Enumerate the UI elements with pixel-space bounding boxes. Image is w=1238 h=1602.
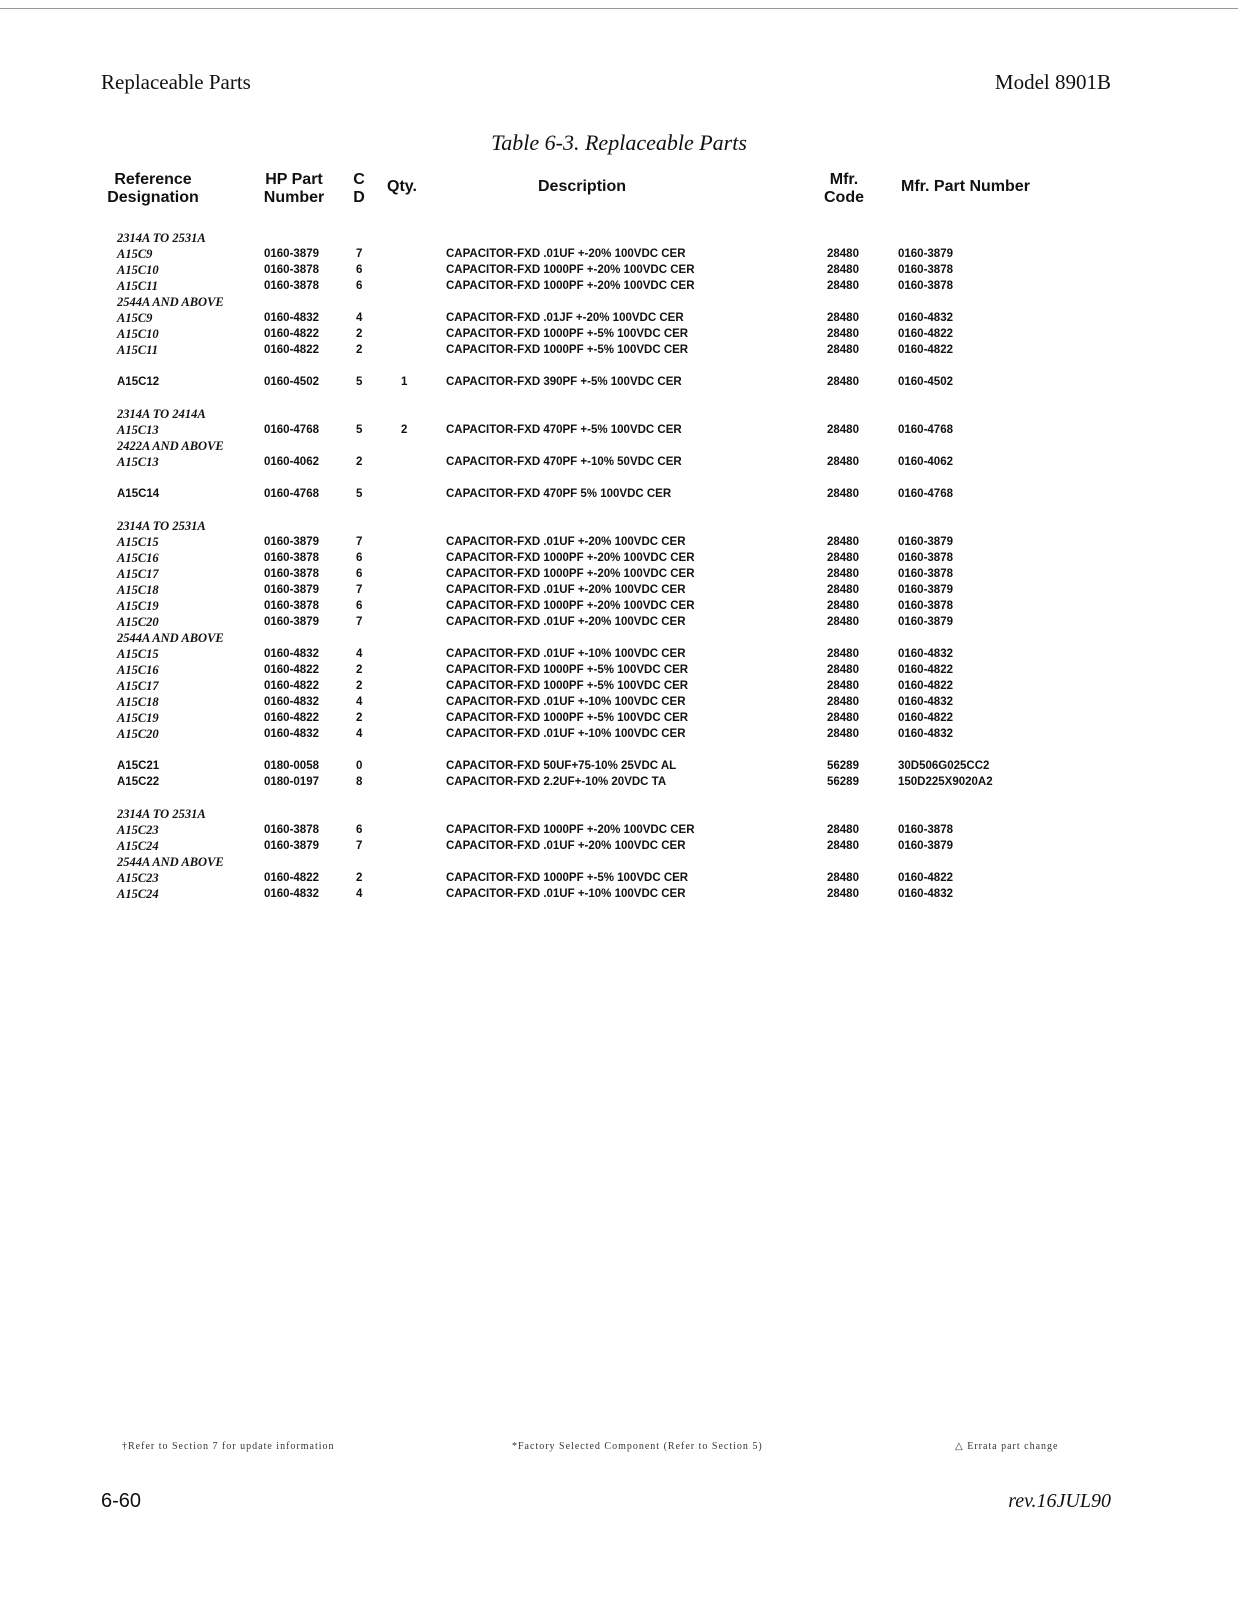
check-digit-cell: 2	[356, 344, 363, 356]
mfr-part-number-cell: 0160-4768	[898, 488, 953, 500]
mfr-part-number-cell: 0160-4832	[898, 312, 953, 324]
mfr-part-number-cell: 150D225X9020A2	[898, 776, 993, 788]
parts-table	[0, 230, 1238, 902]
hp-part-number-cell: 0180-0197	[264, 776, 319, 788]
mfr-part-number-cell: 0160-3878	[898, 280, 953, 292]
section-title: Replaceable Parts	[101, 70, 251, 94]
reference-designation-cell: A15C13	[117, 455, 159, 469]
description-cell: CAPACITOR-FXD .01UF +-20% 100VDC CER	[446, 840, 686, 852]
mfr-code-cell: 28480	[827, 840, 859, 852]
reference-designation-cell: A15C19	[117, 599, 159, 613]
mfr-code-cell: 28480	[827, 872, 859, 884]
table-row	[0, 694, 1238, 710]
hp-part-number-cell: 0160-3879	[264, 584, 319, 596]
description-cell: CAPACITOR-FXD 1000PF +-5% 100VDC CER	[446, 328, 689, 340]
col-header-mfr-part-number: Mfr. Part Number	[901, 178, 1030, 195]
table-row	[0, 886, 1238, 902]
serial-range-heading	[0, 630, 1238, 646]
mfr-code-cell: 56289	[827, 760, 859, 772]
col-header-reference: Reference Designation	[107, 171, 199, 206]
hp-part-number-cell: 0160-3878	[264, 824, 319, 836]
check-digit-cell: 2	[356, 664, 363, 676]
description-cell: CAPACITOR-FXD .01UF +-20% 100VDC CER	[446, 536, 686, 548]
hp-part-number-cell: 0160-3879	[264, 840, 319, 852]
check-digit-cell: 7	[356, 536, 363, 548]
mfr-code-cell: 28480	[827, 664, 859, 676]
row-spacer	[0, 502, 1238, 518]
mfr-part-number-cell: 0160-3878	[898, 600, 953, 612]
description-cell: CAPACITOR-FXD .01UF +-10% 100VDC CER	[446, 728, 686, 740]
description-cell: CAPACITOR-FXD .01UF +-20% 100VDC CER	[446, 616, 686, 628]
top-rule	[0, 8, 1238, 9]
mfr-code-cell: 28480	[827, 376, 859, 388]
description-cell: CAPACITOR-FXD 1000PF +-20% 100VDC CER	[446, 280, 695, 292]
reference-designation-cell: A15C21	[117, 760, 160, 772]
mfr-part-number-cell: 0160-4502	[898, 376, 953, 388]
reference-designation-cell: A15C11	[117, 279, 158, 293]
check-digit-cell: 0	[356, 760, 363, 772]
description-cell: CAPACITOR-FXD 1000PF +-5% 100VDC CER	[446, 664, 689, 676]
serial-range-heading	[0, 806, 1238, 822]
description-cell: CAPACITOR-FXD 470PF 5% 100VDC CER	[446, 488, 672, 500]
hp-part-number-cell: 0160-4832	[264, 696, 319, 708]
serial-range-label: 2422A AND ABOVE	[117, 439, 224, 453]
mfr-part-number-cell: 0160-4832	[898, 888, 953, 900]
description-cell: CAPACITOR-FXD .01JF +-20% 100VDC CER	[446, 312, 684, 324]
table-row	[0, 822, 1238, 838]
hp-part-number-cell: 0160-3878	[264, 568, 319, 580]
description-cell: CAPACITOR-FXD .01UF +-10% 100VDC CER	[446, 648, 686, 660]
mfr-code-cell: 28480	[827, 488, 859, 500]
row-spacer	[0, 742, 1238, 758]
description-cell: CAPACITOR-FXD .01UF +-10% 100VDC CER	[446, 888, 686, 900]
check-digit-cell: 4	[356, 728, 363, 740]
reference-designation-cell: A15C16	[117, 663, 159, 677]
mfr-code-cell: 28480	[827, 824, 859, 836]
mfr-code-cell: 28480	[827, 728, 859, 740]
check-digit-cell: 6	[356, 568, 363, 580]
description-cell: CAPACITOR-FXD 470PF +-10% 50VDC CER	[446, 456, 682, 468]
hp-part-number-cell: 0160-4768	[264, 488, 319, 500]
description-cell: CAPACITOR-FXD 1000PF +-20% 100VDC CER	[446, 552, 695, 564]
mfr-part-number-cell: 0160-4822	[898, 344, 953, 356]
quantity-cell: 1	[401, 376, 408, 388]
description-cell: CAPACITOR-FXD 470PF +-5% 100VDC CER	[446, 424, 682, 436]
col-header-mfr-code: Mfr. Code	[824, 171, 864, 206]
table-row	[0, 454, 1238, 470]
table-row	[0, 870, 1238, 886]
table-row	[0, 342, 1238, 358]
mfr-code-cell: 28480	[827, 456, 859, 468]
hp-part-number-cell: 0180-0058	[264, 760, 319, 772]
reference-designation-cell: A15C13	[117, 423, 159, 437]
hp-part-number-cell: 0160-3879	[264, 248, 319, 260]
table-row	[0, 422, 1238, 438]
reference-designation-cell: A15C17	[117, 679, 159, 693]
serial-range-label: 2544A AND ABOVE	[117, 855, 224, 869]
check-digit-cell: 2	[356, 456, 363, 468]
check-digit-cell: 2	[356, 680, 363, 692]
mfr-code-cell: 28480	[827, 264, 859, 276]
mfr-code-cell: 28480	[827, 344, 859, 356]
description-cell: CAPACITOR-FXD 50UF+75-10% 25VDC AL	[446, 760, 677, 772]
mfr-part-number-cell: 0160-3878	[898, 552, 953, 564]
hp-part-number-cell: 0160-3878	[264, 552, 319, 564]
description-cell: CAPACITOR-FXD 390PF +-5% 100VDC CER	[446, 376, 682, 388]
table-row	[0, 726, 1238, 742]
table-row	[0, 582, 1238, 598]
mfr-part-number-cell: 0160-4832	[898, 728, 953, 740]
footnote-factory-selected: *Factory Selected Component (Refer to Section 5)	[512, 1441, 763, 1452]
mfr-code-cell: 28480	[827, 312, 859, 324]
mfr-part-number-cell: 0160-4822	[898, 680, 953, 692]
mfr-part-number-cell: 0160-3879	[898, 536, 953, 548]
hp-part-number-cell: 0160-4832	[264, 888, 319, 900]
reference-designation-cell: A15C12	[117, 376, 160, 388]
description-cell: CAPACITOR-FXD 1000PF +-5% 100VDC CER	[446, 680, 689, 692]
check-digit-cell: 4	[356, 696, 363, 708]
description-cell: CAPACITOR-FXD .01UF +-20% 100VDC CER	[446, 248, 686, 260]
check-digit-cell: 4	[356, 648, 363, 660]
reference-designation-cell: A15C18	[117, 583, 159, 597]
mfr-code-cell: 28480	[827, 680, 859, 692]
check-digit-cell: 5	[356, 376, 363, 388]
check-digit-cell: 6	[356, 552, 363, 564]
mfr-code-cell: 28480	[827, 616, 859, 628]
col-header-description: Description	[538, 178, 627, 195]
reference-designation-cell: A15C22	[117, 776, 160, 788]
serial-range-label: 2544A AND ABOVE	[117, 631, 224, 645]
mfr-code-cell: 28480	[827, 536, 859, 548]
hp-part-number-cell: 0160-4062	[264, 456, 319, 468]
serial-range-label: 2314A TO 2531A	[117, 519, 206, 533]
check-digit-cell: 6	[356, 600, 363, 612]
description-cell: CAPACITOR-FXD 1000PF +-5% 100VDC CER	[446, 712, 689, 724]
hp-part-number-cell: 0160-4822	[264, 872, 319, 884]
reference-designation-cell: A15C24	[117, 839, 159, 853]
hp-part-number-cell: 0160-3878	[264, 280, 319, 292]
mfr-code-cell: 28480	[827, 280, 859, 292]
check-digit-cell: 6	[356, 264, 363, 276]
reference-designation-cell: A15C11	[117, 343, 158, 357]
hp-part-number-cell: 0160-4768	[264, 424, 319, 436]
hp-part-number-cell: 0160-4822	[264, 664, 319, 676]
table-row	[0, 550, 1238, 566]
reference-designation-cell: A15C20	[117, 615, 159, 629]
check-digit-cell: 7	[356, 616, 363, 628]
revision-date: rev.16JUL90	[1008, 1490, 1111, 1512]
serial-range-label: 2314A TO 2414A	[117, 407, 206, 421]
reference-designation-cell: A15C16	[117, 551, 159, 565]
table-row	[0, 374, 1238, 390]
mfr-part-number-cell: 0160-4822	[898, 712, 953, 724]
mfr-code-cell: 28480	[827, 696, 859, 708]
serial-range-heading	[0, 294, 1238, 310]
table-title: Table 6-3. Replaceable Parts	[491, 130, 747, 155]
description-cell: CAPACITOR-FXD 1000PF +-20% 100VDC CER	[446, 264, 695, 276]
mfr-part-number-cell: 0160-4832	[898, 648, 953, 660]
check-digit-cell: 6	[356, 824, 363, 836]
description-cell: CAPACITOR-FXD .01UF +-10% 100VDC CER	[446, 696, 686, 708]
footnote-update: †Refer to Section 7 for update information	[122, 1441, 335, 1452]
mfr-part-number-cell: 0160-4822	[898, 872, 953, 884]
mfr-part-number-cell: 0160-3879	[898, 840, 953, 852]
reference-designation-cell: A15C24	[117, 887, 159, 901]
check-digit-cell: 4	[356, 888, 363, 900]
description-cell: CAPACITOR-FXD 1000PF +-5% 100VDC CER	[446, 344, 689, 356]
mfr-code-cell: 28480	[827, 888, 859, 900]
table-row	[0, 598, 1238, 614]
hp-part-number-cell: 0160-4832	[264, 312, 319, 324]
table-row	[0, 758, 1238, 774]
table-row	[0, 326, 1238, 342]
check-digit-cell: 2	[356, 328, 363, 340]
check-digit-cell: 6	[356, 280, 363, 292]
mfr-code-cell: 28480	[827, 552, 859, 564]
hp-part-number-cell: 0160-4832	[264, 728, 319, 740]
table-row	[0, 262, 1238, 278]
quantity-cell: 2	[401, 424, 408, 436]
mfr-code-cell: 28480	[827, 648, 859, 660]
check-digit-cell: 5	[356, 488, 363, 500]
mfr-part-number-cell: 0160-4768	[898, 424, 953, 436]
reference-designation-cell: A15C23	[117, 871, 159, 885]
mfr-part-number-cell: 30D506G025CC2	[898, 760, 990, 772]
table-row	[0, 566, 1238, 582]
row-spacer	[0, 390, 1238, 406]
col-header-cd: C D	[353, 171, 365, 206]
col-header-hp-part: HP Part Number	[263, 171, 325, 206]
hp-part-number-cell: 0160-3879	[264, 536, 319, 548]
footnote-errata: △ Errata part change	[955, 1441, 1059, 1452]
reference-designation-cell: A15C14	[117, 488, 160, 500]
check-digit-cell: 2	[356, 712, 363, 724]
hp-part-number-cell: 0160-4822	[264, 328, 319, 340]
mfr-part-number-cell: 0160-4822	[898, 664, 953, 676]
hp-part-number-cell: 0160-4832	[264, 648, 319, 660]
table-row	[0, 662, 1238, 678]
serial-range-label: 2544A AND ABOVE	[117, 295, 224, 309]
serial-range-label: 2314A TO 2531A	[117, 231, 206, 245]
reference-designation-cell: A15C19	[117, 711, 159, 725]
mfr-code-cell: 28480	[827, 568, 859, 580]
serial-range-heading	[0, 230, 1238, 246]
mfr-part-number-cell: 0160-3878	[898, 824, 953, 836]
check-digit-cell: 7	[356, 840, 363, 852]
table-row	[0, 710, 1238, 726]
serial-range-heading	[0, 518, 1238, 534]
hp-part-number-cell: 0160-3878	[264, 600, 319, 612]
table-row	[0, 678, 1238, 694]
mfr-part-number-cell: 0160-3879	[898, 616, 953, 628]
table-row	[0, 646, 1238, 662]
hp-part-number-cell: 0160-3879	[264, 616, 319, 628]
row-spacer	[0, 470, 1238, 486]
table-row	[0, 246, 1238, 262]
table-row	[0, 774, 1238, 790]
mfr-code-cell: 56289	[827, 776, 859, 788]
col-header-qty: Qty.	[387, 178, 417, 195]
serial-range-label: 2314A TO 2531A	[117, 807, 206, 821]
serial-range-heading	[0, 406, 1238, 422]
check-digit-cell: 4	[356, 312, 363, 324]
mfr-code-cell: 28480	[827, 600, 859, 612]
description-cell: CAPACITOR-FXD 1000PF +-20% 100VDC CER	[446, 568, 695, 580]
mfr-part-number-cell: 0160-4832	[898, 696, 953, 708]
table-row	[0, 486, 1238, 502]
table-row	[0, 614, 1238, 630]
mfr-part-number-cell: 0160-3878	[898, 568, 953, 580]
mfr-part-number-cell: 0160-3879	[898, 248, 953, 260]
reference-designation-cell: A15C17	[117, 567, 159, 581]
description-cell: CAPACITOR-FXD 1000PF +-5% 100VDC CER	[446, 872, 689, 884]
check-digit-cell: 7	[356, 248, 363, 260]
reference-designation-cell: A15C15	[117, 647, 159, 661]
table-row	[0, 310, 1238, 326]
check-digit-cell: 2	[356, 872, 363, 884]
check-digit-cell: 5	[356, 424, 363, 436]
mfr-code-cell: 28480	[827, 712, 859, 724]
check-digit-cell: 7	[356, 584, 363, 596]
reference-designation-cell: A15C18	[117, 695, 159, 709]
model-title: Model 8901B	[994, 70, 1111, 94]
serial-range-heading	[0, 438, 1238, 454]
reference-designation-cell: A15C20	[117, 727, 159, 741]
table-row	[0, 838, 1238, 854]
mfr-part-number-cell: 0160-3879	[898, 584, 953, 596]
reference-designation-cell: A15C23	[117, 823, 159, 837]
serial-range-heading	[0, 854, 1238, 870]
mfr-code-cell: 28480	[827, 248, 859, 260]
reference-designation-cell: A15C9	[117, 247, 153, 261]
check-digit-cell: 8	[356, 776, 363, 788]
reference-designation-cell: A15C10	[117, 327, 159, 341]
hp-part-number-cell: 0160-4822	[264, 680, 319, 692]
mfr-part-number-cell: 0160-4062	[898, 456, 953, 468]
hp-part-number-cell: 0160-4822	[264, 344, 319, 356]
row-spacer	[0, 790, 1238, 806]
reference-designation-cell: A15C15	[117, 535, 159, 549]
mfr-code-cell: 28480	[827, 424, 859, 436]
reference-designation-cell: A15C10	[117, 263, 159, 277]
row-spacer	[0, 358, 1238, 374]
mfr-code-cell: 28480	[827, 328, 859, 340]
reference-designation-cell: A15C9	[117, 311, 153, 325]
mfr-part-number-cell: 0160-4822	[898, 328, 953, 340]
mfr-code-cell: 28480	[827, 584, 859, 596]
table-row	[0, 534, 1238, 550]
page-number: 6-60	[101, 1490, 142, 1512]
hp-part-number-cell: 0160-4502	[264, 376, 319, 388]
table-row	[0, 278, 1238, 294]
hp-part-number-cell: 0160-3878	[264, 264, 319, 276]
mfr-part-number-cell: 0160-3878	[898, 264, 953, 276]
hp-part-number-cell: 0160-4822	[264, 712, 319, 724]
description-cell: CAPACITOR-FXD 1000PF +-20% 100VDC CER	[446, 600, 695, 612]
description-cell: CAPACITOR-FXD 1000PF +-20% 100VDC CER	[446, 824, 695, 836]
description-cell: CAPACITOR-FXD 2.2UF+-10% 20VDC TA	[446, 776, 667, 788]
description-cell: CAPACITOR-FXD .01UF +-20% 100VDC CER	[446, 584, 686, 596]
